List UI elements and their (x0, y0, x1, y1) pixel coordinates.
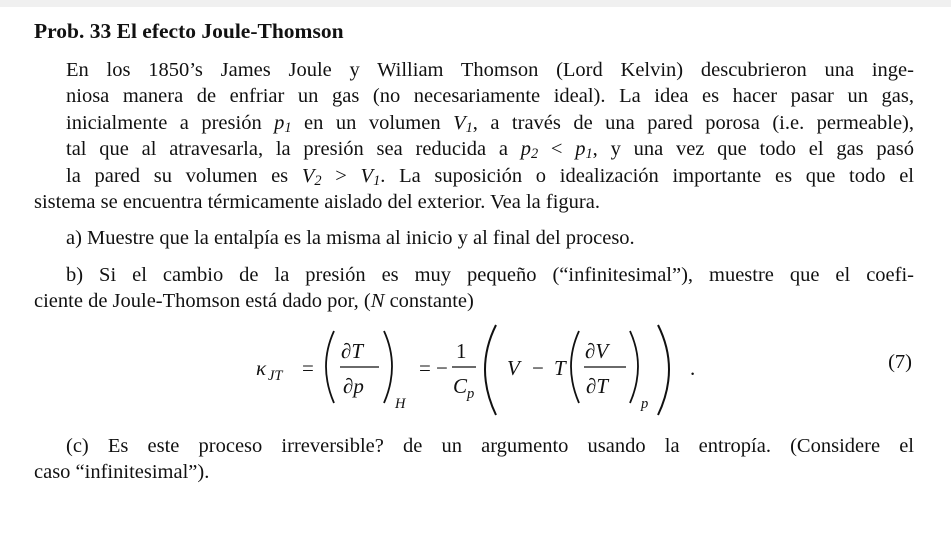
frac-num-dV: ∂V (585, 338, 609, 363)
part-c (34, 433, 914, 486)
joule-thomson-equation (34, 323, 914, 433)
equals-1: = (302, 355, 314, 380)
part-c-line-1: (c) Es este proceso irreversible? de un argumento usando la entropía. (Considere el (66, 434, 914, 457)
symbol-T: T (554, 355, 566, 380)
paren-right-1 (384, 331, 392, 403)
math-V2-gt-V1: $V_2 > V_1$ (301, 164, 381, 189)
math-p1: $p_1$ (274, 111, 292, 136)
intro-line-5: la pared su volumen es $V_2 > V_1$. La suposición o idealización importante es que todo el (66, 164, 914, 189)
frac-den-C: C (453, 373, 468, 398)
paren-right-2 (630, 331, 638, 403)
paren-right-outer (658, 325, 669, 415)
subscript-H: H (395, 395, 406, 412)
frac-den-dT: ∂T (586, 373, 609, 398)
part-c-line-2: caso “infinitesimal”). (34, 461, 210, 484)
frac-den-dp: ∂p (343, 373, 364, 398)
document-page (34, 16, 914, 485)
kappa-subscript: JT (268, 367, 283, 384)
equation-period: . (690, 355, 696, 380)
kappa-symbol: κ (256, 355, 267, 380)
paren-left-outer (485, 325, 496, 415)
frac-num-1: 1 (456, 338, 467, 363)
top-border (0, 0, 951, 7)
intro-paragraph (34, 57, 914, 215)
intro-line-4: tal que al atravesarla, la presión sea reducida a $p_2 < p_1$, y una vez que todo el gas pasó (66, 138, 915, 163)
intro-line-6: sistema se encuentra térmicamente aislado del exterior. Vea la figura. (34, 191, 600, 214)
intro-line-2: niosa manera de enfriar un gas (no necesariamente ideal). La idea es hacer pasar un gas, (66, 85, 914, 108)
minus-2: − (532, 355, 544, 380)
problem-title: Prob. 33 El efecto Joule-Thomson (34, 19, 344, 43)
equation-number: (7) (888, 350, 912, 373)
frac-den-C-sub: p (467, 385, 475, 402)
part-b-line-2: ciente de Joule-Thomson está dado por, (N constante) (34, 290, 474, 313)
frac-num-dT: ∂T (341, 338, 364, 363)
intro-line-1: En los 1850’s James Joule y William Thomson (Lord Kelvin) descubrieron una inge- (66, 59, 914, 81)
subscript-p: p (641, 395, 649, 412)
symbol-V: V (507, 355, 520, 380)
math-p2-lt-p1: $p_2 < p_1$ (520, 138, 593, 163)
equals-2: = (419, 355, 431, 380)
intro-line-3: inicialmente a presión $p_1$ en un volumen $V_1$, a través de una pared porosa (i.e. permeable), (66, 111, 914, 136)
part-b (34, 262, 914, 315)
paren-left-1 (326, 331, 334, 403)
part-b-line-1: b) Si el cambio de la presión es muy pequeño (“infinitesimal”), muestre que el coefi- (66, 263, 914, 286)
math-V1: $V_1$ (453, 111, 473, 136)
paren-left-2 (571, 331, 579, 403)
equation-svg (34, 323, 914, 433)
minus-1: − (436, 355, 448, 380)
part-a: a) Muestre que la entalpía es la misma al inicio y al final del proceso. (66, 227, 635, 250)
